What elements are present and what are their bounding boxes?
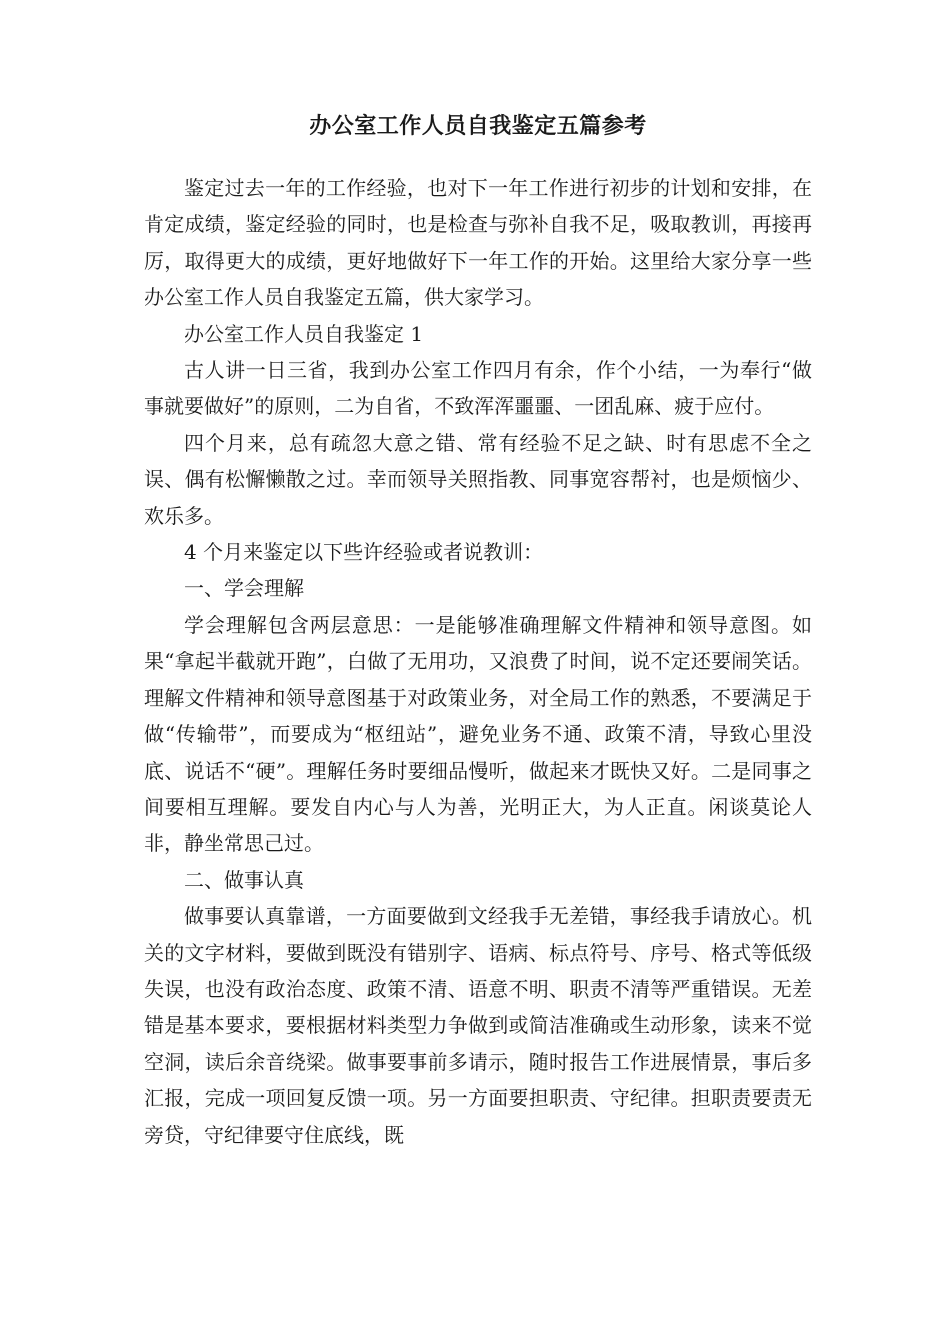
subheading-understand: 一、学会理解 — [184, 576, 304, 601]
subheading-serious: 二、做事认真 — [184, 867, 304, 892]
paragraph: 四个月来，总有疏忽大意之错、常有经验不足之缺、时有思虑不全之误、偶有松懈懒散之过。幸而领导关照指教、同事宽容帮衬，也是烦恼少、欢乐多。 — [144, 430, 812, 528]
document-title: 办公室工作人员自我鉴定五篇参考 — [309, 113, 647, 139]
paragraph-intro: 鉴定过去一年的工作经验，也对下一年工作进行初步的计划和安排，在肯定成绩，鉴定经验的同时，也是检查与弥补自我不足，吸取教训，再接再厉，取得更大的成绩，更好地做好下一年工作的开始。这里给大家分享一些办公室工作人员自我鉴定五篇，供大家学习。 — [144, 176, 812, 310]
paragraph: 4 个月来鉴定以下些许经验或者说教训： — [184, 540, 544, 565]
paragraph: 做事要认真靠谱，一方面要做到文经我手无差错，事经我手请放心。机关的文字材料，要做到既没有错别字、语病、标点符号、序号、格式等低级失误，也没有政治态度、政策不清、语意不明、职责不清等严重错误。无差错是基本要求，要根据材料类型力争做到或简洁准确或生动形象，读来不觉空洞，读后余音绕梁。做事要事前多请示，随时报告工作进展情景，事后多汇报，完成一项回复反馈一项。另一方面要担职责、守纪律。担职责要责无旁贷，守纪律要守住底线，既 — [144, 904, 812, 1147]
section-heading-1: 办公室工作人员自我鉴定 1 — [184, 321, 424, 346]
paragraph: 学会理解包含两层意思：一是能够准确理解文件精神和领导意图。如果“拿起半截就开跑”，白做了无用功，又浪费了时间，说不定还要闹笑话。理解文件精神和领导意图基于对政策业务，对全局工作的熟悉，不要满足于做“传输带”，而要成为“枢纽站”，避免业务不通、政策不清，导致心里没底、说话不“硬”。理解任务时要细品慢听，做起来才既快又好。二是同事之间要相互理解。要发自内心与人为善，光明正大，为人正直。闲谈莫论人非，静坐常思己过。 — [144, 612, 812, 856]
paragraph: 古人讲一日三省，我到办公室工作四月有余，作个小结，一为奉行“做事就要做好”的原则，二为自省，不致浑浑噩噩、一团乱麻、疲于应付。 — [144, 358, 812, 419]
document-page — [144, 104, 812, 1153]
